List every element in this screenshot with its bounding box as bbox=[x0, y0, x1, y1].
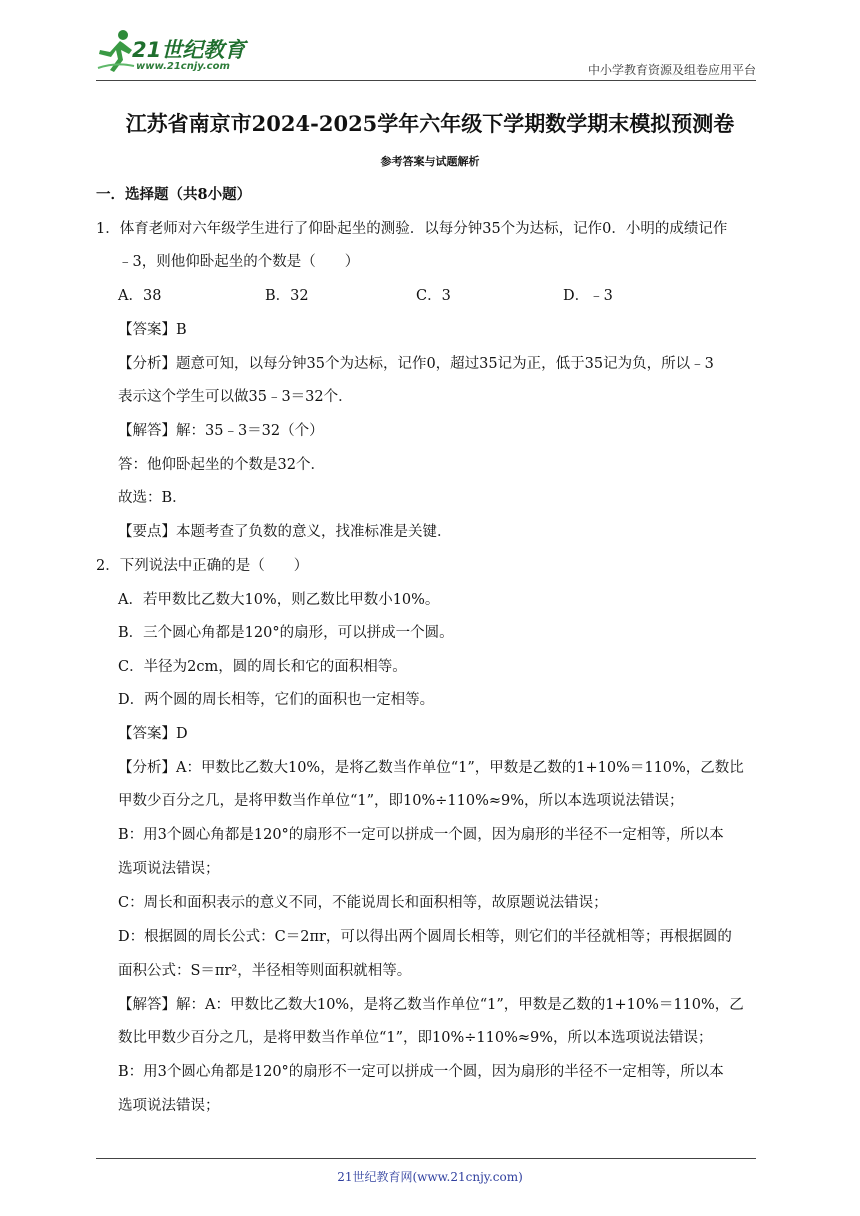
q1-option-b: B．32 bbox=[265, 288, 309, 304]
q1-option-a: A．38 bbox=[118, 288, 162, 304]
footer-divider bbox=[96, 1158, 756, 1159]
site-logo bbox=[96, 28, 266, 78]
q2-analysis-line: 面积公式：S＝πr²，半径相等则面积就相等。 bbox=[118, 963, 412, 979]
site-name: 中小学教育资源及组卷应用平台 bbox=[587, 63, 756, 77]
q2-analysis-line: 选项说法错误； bbox=[118, 861, 220, 877]
q2-solution-line: B：用3个圆心角都是120°的扇形不一定可以拼成一个圆，因为扇形的半径不一定相等，所以本 bbox=[118, 1064, 724, 1080]
q2-stem: 2．下列说法中正确的是（ ） bbox=[96, 558, 309, 574]
q2-option-c: C．半径为2cm，圆的周长和它的面积相等。 bbox=[118, 659, 407, 675]
logo-text: 21世纪教育 bbox=[132, 38, 246, 62]
page-footer[interactable]: 21世纪教育网(www.21cnjy.com) bbox=[337, 1170, 523, 1184]
q1-option-d: D．﹣3 bbox=[563, 288, 613, 304]
q2-option-b: B．三个圆心角都是120°的扇形，可以拼成一个圆。 bbox=[118, 625, 454, 641]
q1-option-c: C．3 bbox=[416, 288, 451, 304]
q2-analysis-line: C：周长和面积表示的意义不同，不能说周长和面积相等，故原题说法错误； bbox=[118, 895, 608, 911]
q1-solution-line1: 【解答】解：35﹣3＝32（个） bbox=[118, 423, 324, 439]
header-divider bbox=[96, 80, 756, 81]
q1-solution-line2: 答：他仰卧起坐的个数是32个． bbox=[118, 457, 325, 473]
q1-analysis-line2: 表示这个学生可以做35﹣3＝32个． bbox=[118, 389, 353, 405]
page-subtitle: 参考答案与试题解析 bbox=[380, 155, 480, 168]
q1-solution-line3: 故选：B． bbox=[118, 490, 187, 506]
q1-stem-line2: ﹣3，则他仰卧起坐的个数是（ ） bbox=[118, 254, 360, 270]
page-title: 江苏省南京市2024-2025学年六年级下学期数学期末模拟预测卷 bbox=[125, 111, 735, 136]
q2-answer: 【答案】D bbox=[118, 726, 188, 742]
q2-analysis-line: D：根据圆的周长公式：C＝2πr，可以得出两个圆周长相等，则它们的半径就相等；再根据圆的 bbox=[118, 929, 732, 945]
q2-solution-line: 数比甲数少百分之几，是将甲数当作单位“1”，即10%÷110%≈9%，所以本选项说法错误； bbox=[118, 1030, 713, 1046]
q2-solution-line: 【解答】解：A：甲数比乙数大10%，是将乙数当作单位“1”，甲数是乙数的1+10%＝110%，乙 bbox=[118, 997, 744, 1013]
runner-logo-icon bbox=[96, 28, 136, 74]
q1-stem-line1: 1．体育老师对六年级学生进行了仰卧起坐的测验．以每分钟35个为达标，记作0．小明的成绩记作 bbox=[96, 221, 728, 237]
q1-keypoint: 【要点】本题考查了负数的意义，找准标准是关键． bbox=[118, 524, 452, 540]
q1-answer: 【答案】B bbox=[118, 322, 187, 338]
q2-analysis-line: 甲数少百分之几，是将甲数当作单位“1”，即10%÷110%≈9%，所以本选项说法错误； bbox=[118, 793, 684, 809]
q2-analysis-line: B：用3个圆心角都是120°的扇形不一定可以拼成一个圆，因为扇形的半径不一定相等，所以本 bbox=[118, 827, 724, 843]
q2-analysis-line: 【分析】A：甲数比乙数大10%，是将乙数当作单位“1”，甲数是乙数的1+10%＝110%，乙数比 bbox=[118, 760, 744, 776]
q1-analysis-line1: 【分析】题意可知，以每分钟35个为达标，记作0，超过35记为正，低于35记为负，所以﹣3 bbox=[118, 356, 714, 372]
q2-option-d: D．两个圆的周长相等，它们的面积也一定相等。 bbox=[118, 692, 435, 708]
logo-url: www.21cnjy.com bbox=[136, 61, 230, 72]
page-header bbox=[0, 0, 860, 82]
section-heading: 一．选择题（共8小题） bbox=[96, 186, 252, 203]
q2-solution-line: 选项说法错误； bbox=[118, 1098, 220, 1114]
q2-option-a: A．若甲数比乙数大10%，则乙数比甲数小10%。 bbox=[118, 592, 440, 608]
